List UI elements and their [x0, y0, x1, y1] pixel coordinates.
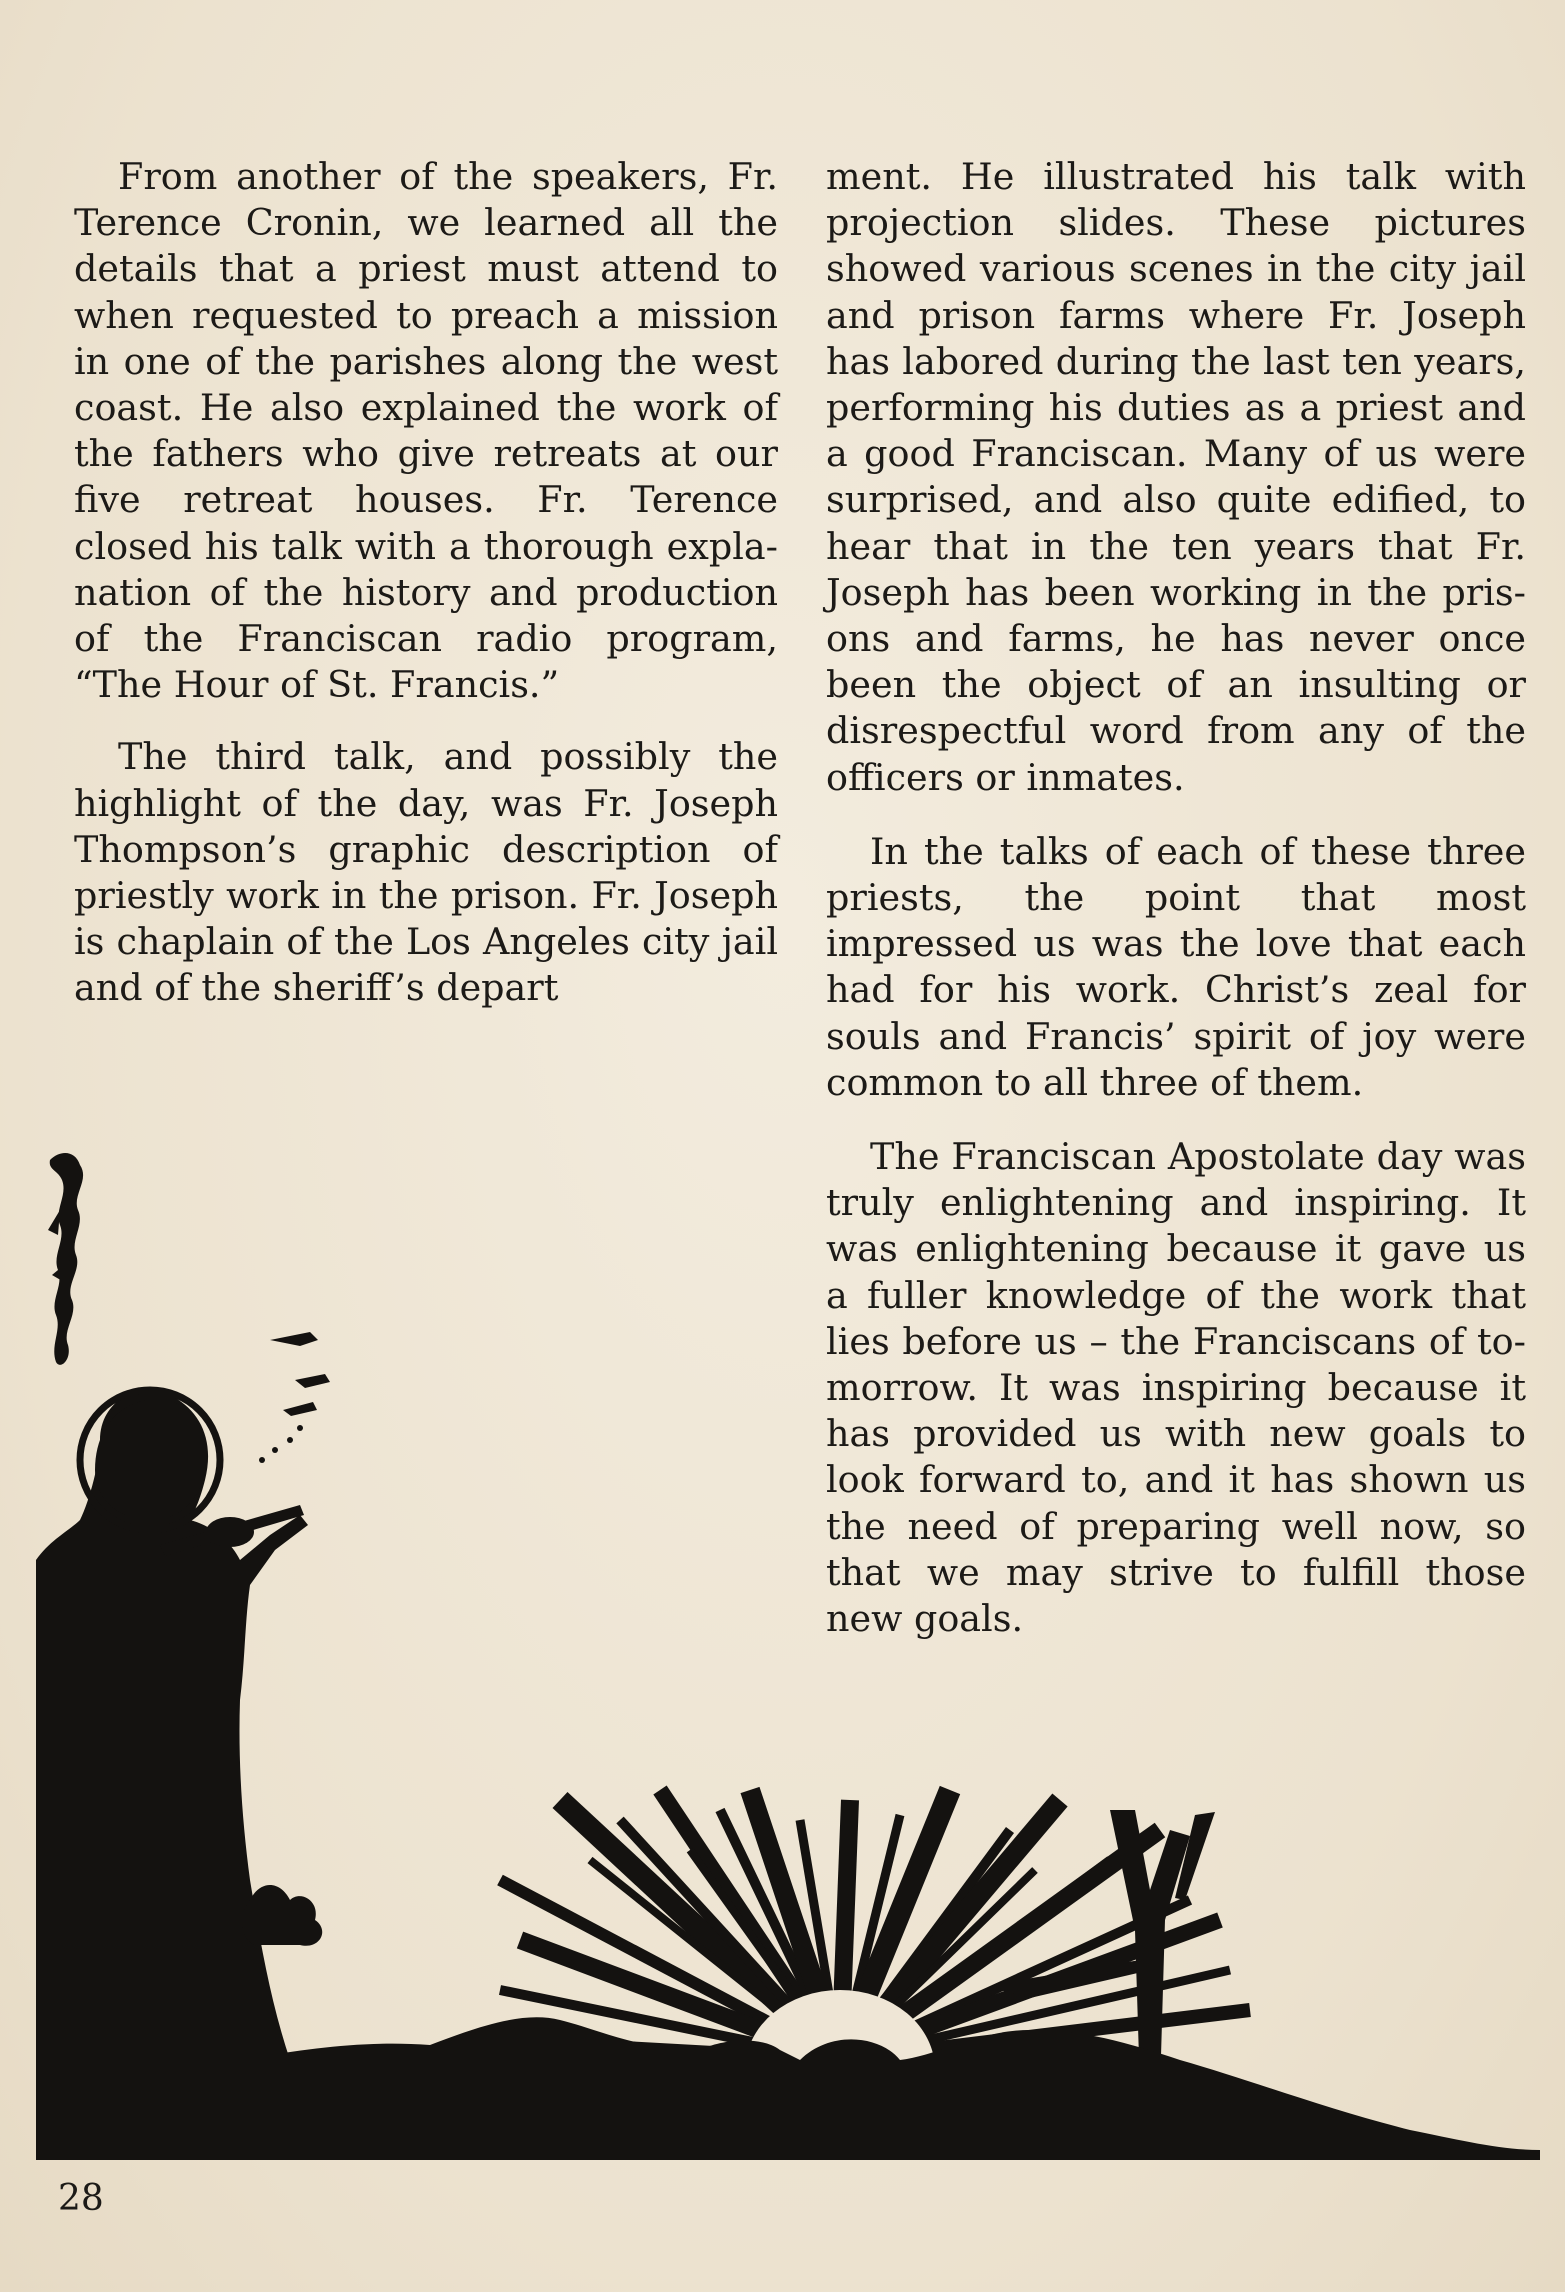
paragraph-projection-slides: ment. He illustrated his talk with projection slides. These pictures showed various scenes in the city jail and prison farms where Fr. Joseph has labored during the last ten years, performing his duties as a priest and a good Franciscan. Many of us were surprised, and also quite edified, to hear that in the ten years that Fr. Joseph has been working in the prisons and farms, he has never once been the object of an insulting or disrespectful word from any of the officers or inmates. [826, 155, 1526, 799]
paragraph-apostolate-day: The Franciscan Apostolate day was truly enlightening and inspiring. It was enlightening because it gave us a fuller knowledge of the work that lies before us – the Franciscans of tomorrow. It was inspiring because it has provided us with new goals to look forward to, and it has shown us the need of preparing well now, so that we may strive to fulfill those new goals. [826, 1135, 1526, 1641]
page-number: 28 [58, 2178, 104, 2219]
friar-playing-flute-silhouette-icon [0, 1100, 1565, 2180]
left-column [74, 154, 778, 1012]
paragraph-joseph-thompson: The third talk, and possibly the highlight of the day, was Fr. Joseph Thompson’s graphic description of priestly work in the prison. Fr. Joseph is chaplain of the Los Angeles city jail and of the sheriff’s depart [74, 735, 778, 1010]
paragraph-terence-cronin: From another of the speakers, Fr. Terence Cronin, we learned all the details that a priest must attend to when requested to preach a mission in one of the parishes along the west coast. He also explained the work of the fathers who give retreats at our five retreat houses. Fr. Terence closed his talk with a thorough explanation of the history and production of the Franciscan radio program, “The Hour of St. Francis.” [74, 155, 778, 707]
paragraph-three-priests: In the talks of each of these three priests, the point that most impressed us was the love that each had for his work. Christ’s zeal for souls and Francis’ spirit of joy were common to all three of them. [826, 829, 1526, 1104]
